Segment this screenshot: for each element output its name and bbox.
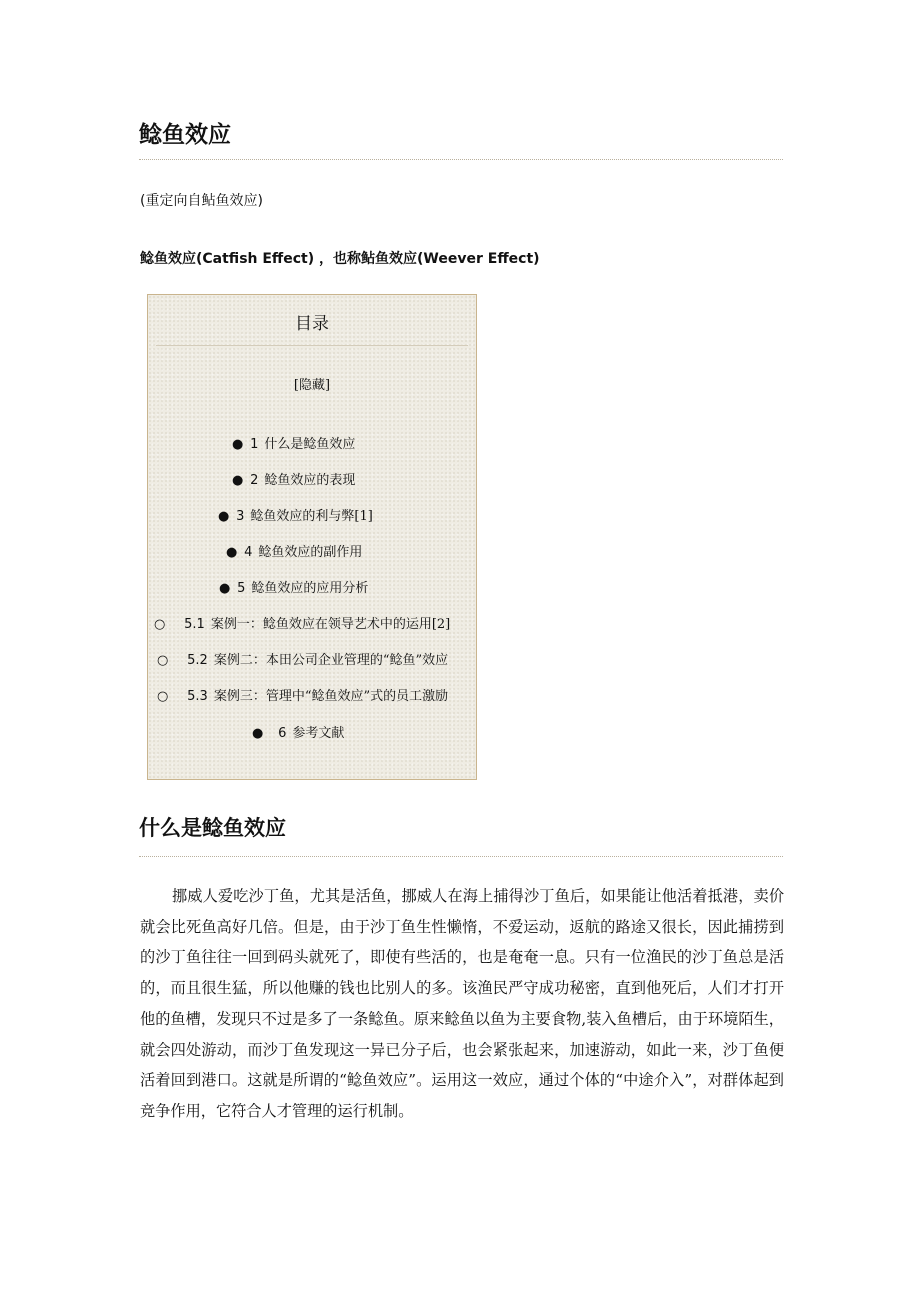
- body-paragraph: 挪威人爱吃沙丁鱼，尤其是活鱼，挪威人在海上捕得沙丁鱼后，如果能让他活着抵港，卖价就会比死鱼高好几倍。但是，由于沙丁鱼生性懒惰，不爱运动，返航的路途又很长，因此捕捞到的沙丁鱼往往一回到码头就死了，即使有些活的，也是奄奄一息。只有一位渔民的沙丁鱼总是活的，而且很生猛，所以他赚的钱也比别人的多。该渔民严守成功秘密，直到他死后，人们才打开他的鱼槽，发现只不过是多了一条鲶鱼。原来鲶鱼以鱼为主要食物,装入鱼槽后，由于环境陌生，就会四处游动，而沙丁鱼发现这一异已分子后，也会紧张起来，加速游动，如此一来，沙丁鱼便活着回到港口。这就是所谓的“鲶鱼效应”。运用这一效应，通过个体的“中途介入”，对群体起到竞争作用，它符合人才管理的运行机制。: [140, 887, 784, 1120]
- title-divider: [139, 159, 783, 160]
- toc-hide-link[interactable]: [隐藏]: [293, 378, 331, 393]
- lead-definition: 鲶鱼效应(Catfish Effect) ，也称鲇鱼效应(Weever Effect): [140, 251, 540, 267]
- toc-item-5-1[interactable]: ○ 5.1 案例一：鲶鱼效应在领导艺术中的运用[2]: [154, 615, 450, 635]
- bullet-icon: ●: [252, 726, 264, 741]
- section-divider: [139, 856, 783, 857]
- bullet-icon: ●: [218, 509, 230, 524]
- toc-item-4[interactable]: ● 4 鲶鱼效应的副作用: [226, 543, 362, 563]
- toc-item-2[interactable]: ● 2 鲶鱼效应的表现: [232, 471, 355, 491]
- toc-item-5-2[interactable]: ○ 5.2 案例二：本田公司企业管理的“鲶鱼”效应: [157, 651, 448, 671]
- page-title: 鲶鱼效应: [139, 122, 231, 148]
- circle-bullet-icon: ○: [157, 689, 169, 704]
- bullet-icon: ●: [232, 437, 244, 452]
- toc-item-3[interactable]: ● 3 鲶鱼效应的利与弊[1]: [218, 507, 373, 527]
- bullet-icon: ●: [219, 581, 231, 596]
- toc-item-5-3[interactable]: ○ 5.3 案例三：管理中“鲶鱼效应”式的员工激励: [157, 687, 448, 707]
- toc-title: 目录: [295, 314, 329, 334]
- toc-item-1[interactable]: ● 1 什么是鲶鱼效应: [232, 435, 355, 455]
- table-of-contents: [147, 294, 477, 780]
- redirect-note: (重定向自鲇鱼效应): [140, 193, 263, 209]
- circle-bullet-icon: ○: [154, 617, 166, 632]
- circle-bullet-icon: ○: [157, 653, 169, 668]
- section-heading: 什么是鲶鱼效应: [139, 816, 286, 840]
- toc-item-6[interactable]: ● 6 参考文献: [252, 724, 344, 744]
- toc-item-5[interactable]: ● 5 鲶鱼效应的应用分析: [219, 579, 368, 599]
- bullet-icon: ●: [232, 473, 244, 488]
- toc-divider: [156, 345, 468, 346]
- bullet-icon: ●: [226, 545, 238, 560]
